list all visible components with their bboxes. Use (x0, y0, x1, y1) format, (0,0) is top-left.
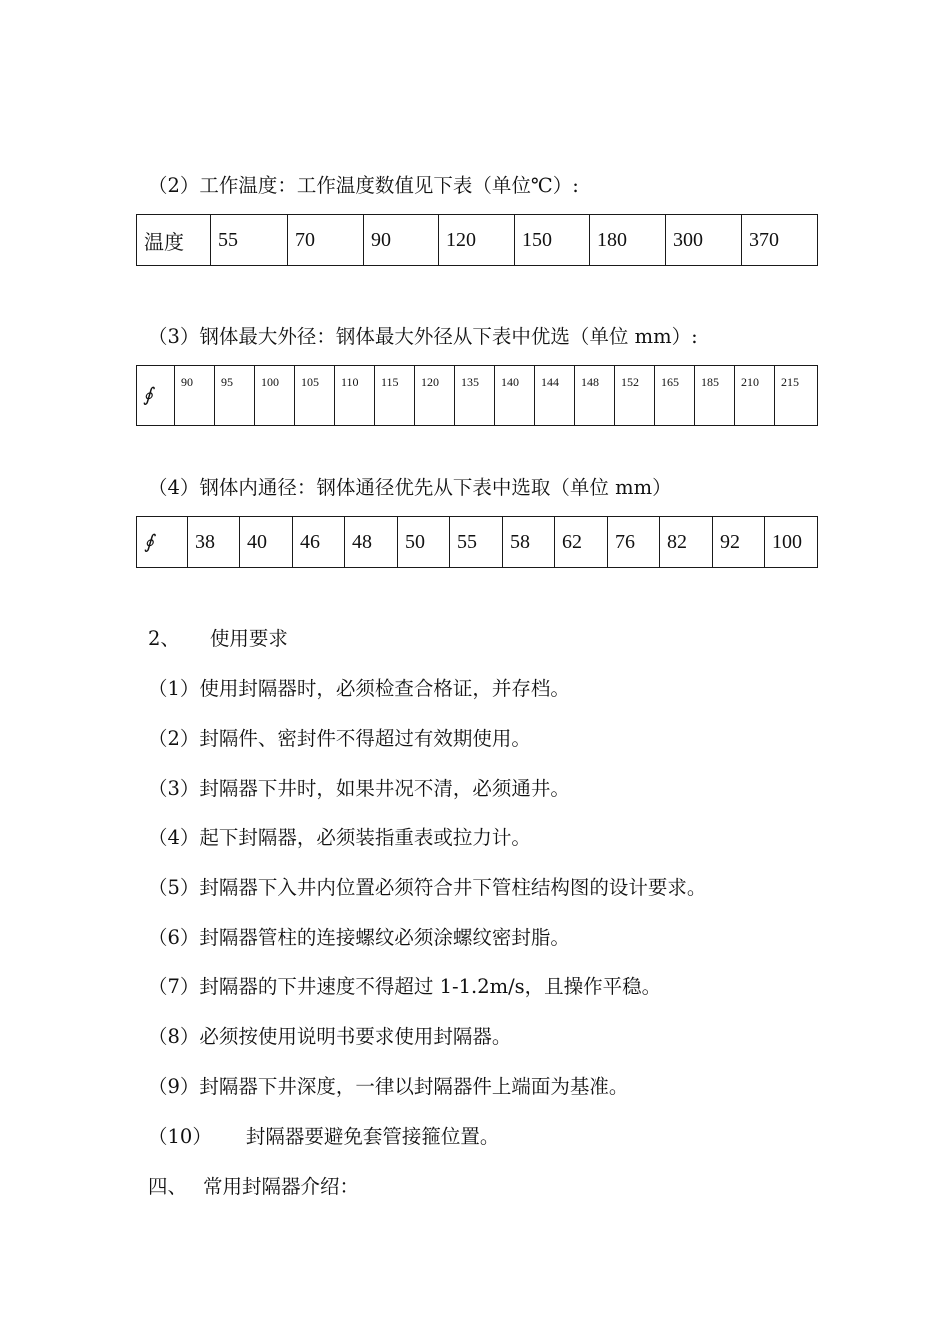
outer-diameter-heading: （3）钢体最大外径：钢体最大外径从下表中优选（单位 mm）: (148, 325, 698, 348)
table-cell: 46 (293, 517, 345, 568)
table-cell: 50 (398, 517, 450, 568)
usage-item: （6）封隔器管柱的连接螺纹必须涂螺纹密封脂。 (148, 926, 570, 949)
usage-item: （3）封隔器下井时，如果井况不清，必须通井。 (148, 777, 570, 800)
table-cell: 148 (575, 366, 615, 426)
table-cell: 100 (255, 366, 295, 426)
table-cell: 370 (742, 215, 818, 266)
usage-item (148, 1125, 499, 1149)
diameter-symbol: ∮ (137, 517, 188, 568)
section4-heading (148, 1175, 359, 1199)
item-number: （10） (148, 1125, 212, 1148)
table-row (137, 517, 818, 568)
table-cell: 100 (765, 517, 818, 568)
table-cell: 76 (608, 517, 660, 568)
table-cell: 48 (345, 517, 398, 568)
table-cell: 95 (215, 366, 255, 426)
table-cell: 40 (240, 517, 293, 568)
table-row (137, 366, 818, 426)
item-text: 封隔器要避免套管接箍位置。 (245, 1125, 500, 1148)
table-cell: 120 (415, 366, 455, 426)
table-cell: 62 (555, 517, 608, 568)
inner-diameter-heading: （4）钢体内通径：钢体通径优先从下表中选取（单位 mm） (148, 476, 672, 499)
table-cell: 90 (364, 215, 439, 266)
usage-item: （8）必须按使用说明书要求使用封隔器。 (148, 1025, 512, 1048)
section-title: 使用要求 (209, 627, 288, 650)
table-cell: 210 (735, 366, 775, 426)
table-cell: 70 (288, 215, 364, 266)
outer-diameter-table (136, 365, 818, 426)
table-cell: 55 (450, 517, 503, 568)
table-cell: 温度 (137, 215, 211, 266)
table-cell: 135 (455, 366, 495, 426)
usage-item: （1）使用封隔器时，必须检查合格证，并存档。 (148, 677, 570, 700)
usage-item: （2）封隔件、密封件不得超过有效期使用。 (148, 727, 531, 750)
table-cell: 115 (375, 366, 415, 426)
table-cell: 152 (615, 366, 655, 426)
table-cell: 38 (188, 517, 240, 568)
table-cell: 82 (660, 517, 713, 568)
section-number: 四、 (148, 1175, 188, 1198)
table-cell: 180 (590, 215, 666, 266)
table-cell: 55 (211, 215, 288, 266)
section-title: 常用封隔器介绍： (203, 1175, 360, 1198)
usage-item: （7）封隔器的下井速度不得超过 1-1.2m/s，且操作平稳。 (148, 975, 662, 998)
diameter-symbol: ∮ (137, 366, 175, 426)
temperature-heading: （2）工作温度：工作温度数值见下表（单位℃）: (148, 174, 579, 197)
usage-item: （4）起下封隔器，必须装指重表或拉力计。 (148, 826, 531, 849)
table-cell: 150 (515, 215, 590, 266)
table-cell: 144 (535, 366, 575, 426)
table-cell: 185 (695, 366, 735, 426)
table-cell: 165 (655, 366, 695, 426)
table-cell: 90 (175, 366, 215, 426)
inner-diameter-table (136, 516, 818, 568)
table-row (137, 215, 818, 266)
table-cell: 300 (666, 215, 742, 266)
table-cell: 92 (713, 517, 765, 568)
temperature-table (136, 214, 818, 266)
usage-item: （9）封隔器下井深度，一律以封隔器件上端面为基准。 (148, 1075, 629, 1098)
table-cell: 120 (439, 215, 515, 266)
table-cell: 140 (495, 366, 535, 426)
usage-heading (148, 627, 288, 651)
usage-item: （5）封隔器下入井内位置必须符合井下管柱结构图的设计要求。 (148, 876, 707, 899)
table-cell: 215 (775, 366, 818, 426)
section-number: 2、 (148, 627, 180, 650)
table-cell: 110 (335, 366, 375, 426)
table-cell: 58 (503, 517, 555, 568)
table-cell: 105 (295, 366, 335, 426)
